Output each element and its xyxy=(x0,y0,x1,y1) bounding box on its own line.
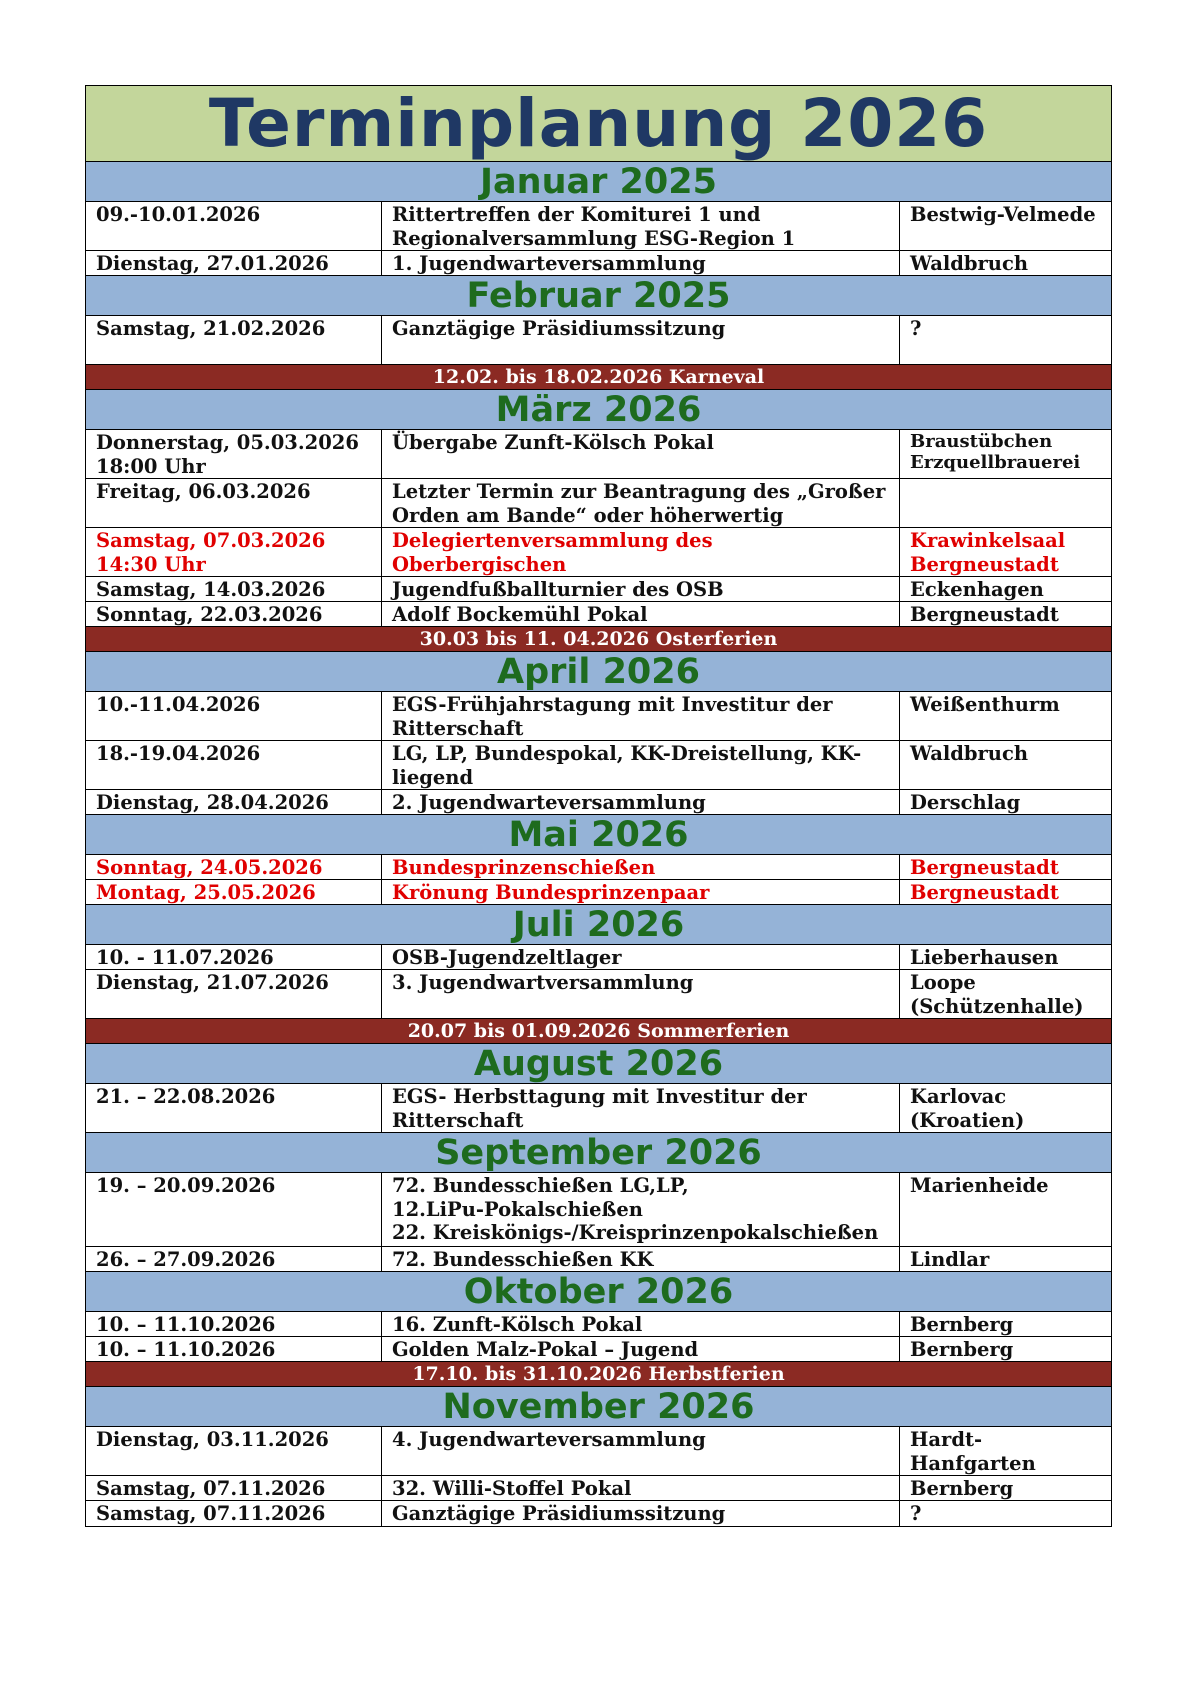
event-location: Eckenhagen xyxy=(910,578,1044,601)
event-date: Dienstag, 03.11.2026 xyxy=(86,1427,382,1475)
event-title: Ganztägige Präsidiumssitzung xyxy=(382,316,900,364)
event-location xyxy=(900,479,1111,527)
holiday-banner: 30.03 bis 11. 04.2026 Osterferien xyxy=(86,627,1111,652)
event-date: 18.-19.04.2026 xyxy=(86,741,382,789)
event-date: 09.-10.01.2026 xyxy=(86,202,382,250)
event-date: Samstag, 07.11.2026 xyxy=(86,1501,382,1526)
table-row xyxy=(86,1084,1111,1133)
event-date: Samstag, 07.11.2026 xyxy=(86,1476,382,1500)
event-title: OSB-Jugendzeltlager xyxy=(382,945,900,969)
table-row xyxy=(86,880,1111,905)
table-row xyxy=(86,1501,1111,1526)
event-location: Karlovac (Kroatien) xyxy=(910,1085,1025,1132)
event-date: Donnerstag, 05.03.2026 18:00 Uhr xyxy=(86,430,382,478)
event-date: 10. – 11.10.2026 xyxy=(86,1312,382,1336)
event-title: 3. Jugendwartversammlung xyxy=(382,970,900,1018)
month-header: Juli 2026 xyxy=(86,905,1111,945)
event-location: Braustübchen Erzquellbrauerei xyxy=(910,431,1081,473)
event-location: Bestwig-Velmede xyxy=(910,203,1096,226)
event-location: Lindlar xyxy=(910,1248,990,1271)
event-date: Dienstag, 27.01.2026 xyxy=(86,251,382,275)
event-date: Samstag, 07.03.2026 14:30 Uhr xyxy=(86,528,382,576)
schedule-body xyxy=(86,162,1111,1526)
table-row xyxy=(86,577,1111,602)
table-row xyxy=(86,202,1111,251)
table-row xyxy=(86,479,1111,528)
table-row xyxy=(86,1476,1111,1501)
event-location: Bergneustadt xyxy=(910,603,1059,626)
table-row xyxy=(86,790,1111,815)
event-date: Samstag, 21.02.2026 xyxy=(86,316,382,364)
event-location: Waldbruch xyxy=(910,742,1029,765)
table-row xyxy=(86,316,1111,365)
event-date: Dienstag, 28.04.2026 xyxy=(86,790,382,814)
event-location: Waldbruch xyxy=(910,252,1029,275)
page-title: Terminplanung 2026 xyxy=(86,86,1111,162)
table-row xyxy=(86,1337,1111,1362)
event-location: Loope (Schützenhalle) xyxy=(910,971,1084,1018)
event-location: Bernberg xyxy=(910,1338,1014,1361)
event-date: 10.-11.04.2026 xyxy=(86,692,382,740)
event-title: 1. Jugendwarteversammlung xyxy=(382,251,900,275)
event-date: Sonntag, 22.03.2026 xyxy=(86,602,382,626)
event-location: ? xyxy=(910,1502,922,1525)
event-title: Bundesprinzenschießen xyxy=(382,855,900,879)
event-location: Marienheide xyxy=(910,1174,1049,1197)
table-row xyxy=(86,1247,1111,1272)
event-title: Ganztägige Präsidiumssitzung xyxy=(382,1501,900,1526)
holiday-banner: 20.07 bis 01.09.2026 Sommerferien xyxy=(86,1019,1111,1044)
event-title: 2. Jugendwarteversammlung xyxy=(382,790,900,814)
event-title: 4. Jugendwarteversammlung xyxy=(382,1427,900,1475)
month-header: Januar 2025 xyxy=(86,162,1111,202)
table-row xyxy=(86,970,1111,1019)
event-title: 16. Zunft-Kölsch Pokal xyxy=(382,1312,900,1336)
event-date: Montag, 25.05.2026 xyxy=(86,880,382,904)
event-date: 10. – 11.10.2026 xyxy=(86,1337,382,1361)
month-header: September 2026 xyxy=(86,1133,1111,1173)
month-header: Februar 2025 xyxy=(86,276,1111,316)
event-title: Krönung Bundesprinzenpaar xyxy=(382,880,900,904)
event-title: 32. Willi-Stoffel Pokal xyxy=(382,1476,900,1500)
table-row xyxy=(86,1173,1111,1247)
event-date: Freitag, 06.03.2026 xyxy=(86,479,382,527)
event-title: EGS- Herbsttagung mit Investitur der Ritterschaft xyxy=(382,1084,900,1132)
event-title: Adolf Bockemühl Pokal xyxy=(382,602,900,626)
event-location: Bernberg xyxy=(910,1313,1014,1336)
month-header: März 2026 xyxy=(86,390,1111,430)
event-title: LG, LP, Bundespokal, KK-Dreistellung, KK- liegend xyxy=(382,741,900,789)
event-date: Dienstag, 21.07.2026 xyxy=(86,970,382,1018)
event-title: 72. Bundesschießen KK xyxy=(382,1247,900,1271)
event-location: Derschlag xyxy=(910,791,1021,814)
table-row xyxy=(86,528,1111,577)
month-header: August 2026 xyxy=(86,1044,1111,1084)
event-title: EGS-Frühjahrstagung mit Investitur der Ritterschaft xyxy=(382,692,900,740)
month-header: Mai 2026 xyxy=(86,815,1111,855)
event-location: ? xyxy=(910,317,922,340)
holiday-banner: 17.10. bis 31.10.2026 Herbstferien xyxy=(86,1362,1111,1387)
event-title: Jugendfußballturnier des OSB xyxy=(382,577,900,601)
event-date: 19. – 20.09.2026 xyxy=(86,1173,382,1246)
event-title: Letzter Termin zur Beantragung des „Großer Orden am Bande“ oder höherwertig xyxy=(382,479,900,527)
event-location: Bernberg xyxy=(910,1477,1014,1500)
month-header: Oktober 2026 xyxy=(86,1272,1111,1312)
event-location: Bergneustadt xyxy=(910,881,1059,904)
month-header: November 2026 xyxy=(86,1387,1111,1427)
event-title: Delegiertenversammlung des Oberbergischen xyxy=(382,528,900,576)
event-location: Krawinkelsaal Bergneustadt xyxy=(910,529,1066,576)
event-date: Sonntag, 24.05.2026 xyxy=(86,855,382,879)
event-date: Samstag, 14.03.2026 xyxy=(86,577,382,601)
table-row xyxy=(86,602,1111,627)
event-date: 10. - 11.07.2026 xyxy=(86,945,382,969)
event-title: Übergabe Zunft-Kölsch Pokal xyxy=(382,430,900,478)
event-location: Lieberhausen xyxy=(910,946,1059,969)
table-row xyxy=(86,1312,1111,1337)
table-row xyxy=(86,251,1111,276)
event-location: Weißenthurm xyxy=(910,693,1060,716)
schedule-table xyxy=(85,85,1112,1527)
month-header: April 2026 xyxy=(86,652,1111,692)
event-location: Bergneustadt xyxy=(910,856,1059,879)
table-row xyxy=(86,855,1111,880)
event-title: Rittertreffen der Komiturei 1 und Regionalversammlung ESG-Region 1 xyxy=(382,202,900,250)
event-date: 26. – 27.09.2026 xyxy=(86,1247,382,1271)
event-date: 21. – 22.08.2026 xyxy=(86,1084,382,1132)
holiday-banner: 12.02. bis 18.02.2026 Karneval xyxy=(86,365,1111,390)
table-row xyxy=(86,741,1111,790)
table-row xyxy=(86,430,1111,479)
event-title: Golden Malz-Pokal – Jugend xyxy=(382,1337,900,1361)
event-title: 72. Bundesschießen LG,LP, 12.LiPu-Pokalschießen 22. Kreiskönigs-/Kreisprinzenpokalschießen xyxy=(382,1173,900,1246)
event-location: Hardt-Hanfgarten xyxy=(910,1428,1036,1475)
table-row xyxy=(86,945,1111,970)
table-row xyxy=(86,1427,1111,1476)
table-row xyxy=(86,692,1111,741)
